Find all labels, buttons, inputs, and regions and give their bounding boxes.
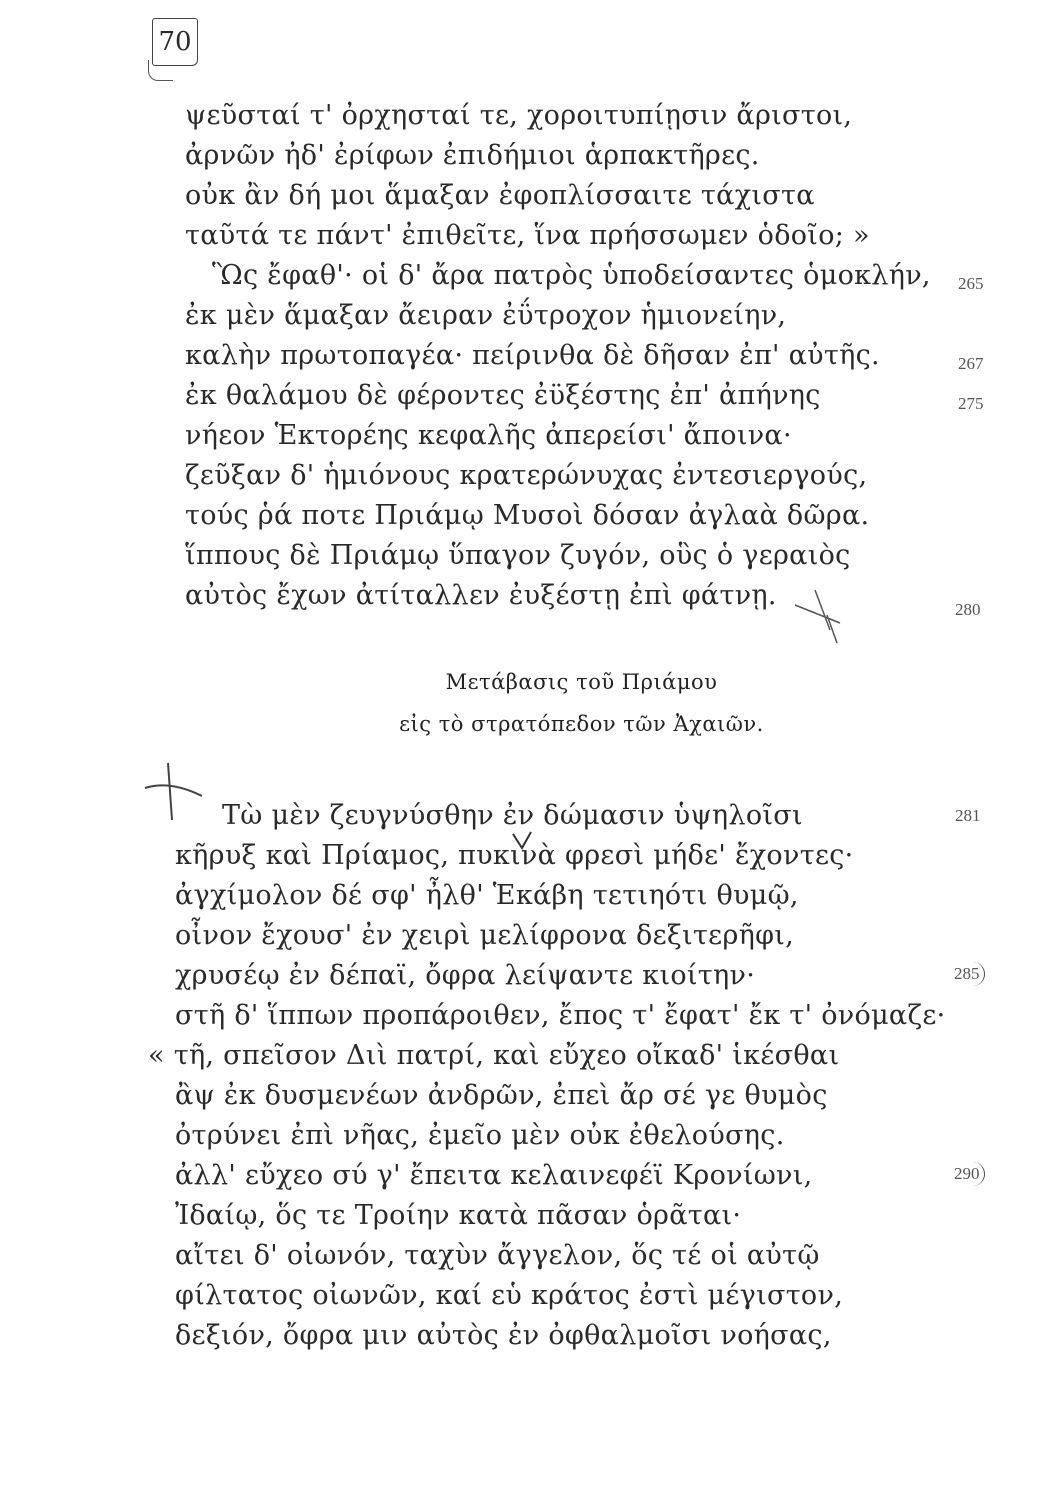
verse-line: ἐκ μὲν ἅμαξαν ἄειραν ἐΰτροχον ἡμιονείην, (185, 300, 787, 331)
verse-line: ταῦτά τε πάντ' ἐπιθεῖτε, ἵνα πρήσσωμεν ὁδοῖο; » (185, 220, 870, 251)
verse-line: χρυσέῳ ἐν δέπαϊ, ὄφρα λείψαντε κιοίτην· (175, 960, 756, 991)
section-heading-sub (0, 712, 1053, 736)
verse-line: αὐτὸς ἔχων ἀτίταλλεν ἐυξέστῃ ἐπὶ φάτνῃ. (185, 580, 777, 611)
line-number: 275 (958, 394, 984, 413)
verse-line: κῆρυξ καὶ Πρίαμος, πυκινὰ φρεσὶ μήδε' ἔχοντες· (175, 840, 854, 871)
verse-line: ἀλλ' εὔχεο σύ γ' ἔπειτα κελαινεφέϊ Κρονίωνι, (175, 1160, 813, 1191)
verse-line: ζεῦξαν δ' ἡμιόνους κρατερώνυχας ἐντεσιεργούς, (185, 460, 868, 491)
verse-line: ἀρνῶν ἠδ' ἐρίφων ἐπιδήμιοι ἁρπακτῆρες. (185, 140, 760, 171)
page-number-pencil-mark (148, 60, 173, 81)
pencil-tick-mark (510, 830, 534, 852)
line-number: 281 (955, 806, 981, 825)
verse-line: ὀτρύνει ἐπὶ νῆας, ἐμεῖο μὲν οὐκ ἐθελούσης. (175, 1120, 785, 1151)
verse-line: στῆ δ' ἵππων προπάροιθεν, ἔπος τ' ἔφατ' ἔκ τ' ὀνόμαζε· (175, 1000, 946, 1031)
line-number-circled: 285 (952, 962, 985, 986)
verse-line: Ἰδαίῳ, ὅς τε Τροίην κατὰ πᾶσαν ὁρᾶται· (175, 1200, 742, 1231)
line-number: 265 (958, 274, 984, 293)
section-heading (0, 670, 1053, 694)
verse-line: ἂψ ἐκ δυσμενέων ἀνδρῶν, ἐπεὶ ἄρ σέ γε θυμὸς (175, 1080, 828, 1111)
verse-line: οἶνον ἔχουσ' ἐν χειρὶ μελίφρονα δεξιτερῆφι, (175, 920, 795, 951)
line-number: 280 (955, 600, 981, 619)
heading-line-1: Μετάβασις τοῦ Πριάμου (445, 670, 718, 694)
heading-line-2: εἰς τὸ στρατόπεδον τῶν Ἀχαιῶν. (399, 712, 764, 736)
page-number: 70 (152, 18, 198, 66)
verse-line: « τῆ, σπεῖσον Διὶ πατρί, καὶ εὔχεο οἴκαδ' ἱκέσθαι (148, 1040, 840, 1071)
verse-line: νήεον Ἑκτορέης κεφαλῆς ἀπερείσι' ἄποινα· (185, 420, 792, 451)
verse-line: φίλτατος οἰωνῶν, καί εὑ κράτος ἐστὶ μέγιστον, (175, 1280, 844, 1311)
pencil-cross-mark (785, 585, 855, 645)
verse-line: δεξιόν, ὄφρα μιν αὐτὸς ἐν ὀφθαλμοῖσι νοήσας, (175, 1320, 832, 1351)
verse-line: καλὴν πρωτοπαγέα· πείρινθα δὲ δῆσαν ἐπ' αὐτῆς. (185, 340, 880, 371)
verse-line: ἐκ θαλάμου δὲ φέροντες ἐϋξέστης ἐπ' ἀπήνης (185, 380, 821, 411)
verse-line: Τὼ μὲν ζευγνύσθην ἐν δώμασιν ὑψηλοῖσι (222, 800, 803, 831)
pencil-plus-mark (140, 758, 210, 828)
verse-line: ψεῦσταί τ' ὀρχησταί τε, χοροιτυπίῃσιν ἄριστοι, (185, 100, 853, 131)
verse-line: οὐκ ἂν δή μοι ἅμαξαν ἐφοπλίσσαιτε τάχιστα (185, 180, 815, 211)
line-number-circled: 290 (952, 1162, 985, 1186)
line-number: 267 (958, 354, 984, 373)
verse-line: αἴτει δ' οἰωνόν, ταχὺν ἄγγελον, ὅς τέ οἱ αὐτῷ (175, 1240, 820, 1271)
verse-line: ἀγχίμολον δέ σφ' ἦλθ' Ἑκάβη τετιηότι θυμῷ, (175, 880, 799, 911)
verse-line: ἵππους δὲ Πριάμῳ ὕπαγον ζυγόν, οὓς ὁ γεραιὸς (185, 540, 851, 571)
verse-line: Ὣς ἔφαθ'· οἱ δ' ἄρα πατρὸς ὑποδείσαντες ὁμοκλήν, (212, 260, 931, 291)
verse-line: τούς ῥά ποτε Πριάμῳ Μυσοὶ δόσαν ἀγλαὰ δῶρα. (185, 500, 870, 531)
